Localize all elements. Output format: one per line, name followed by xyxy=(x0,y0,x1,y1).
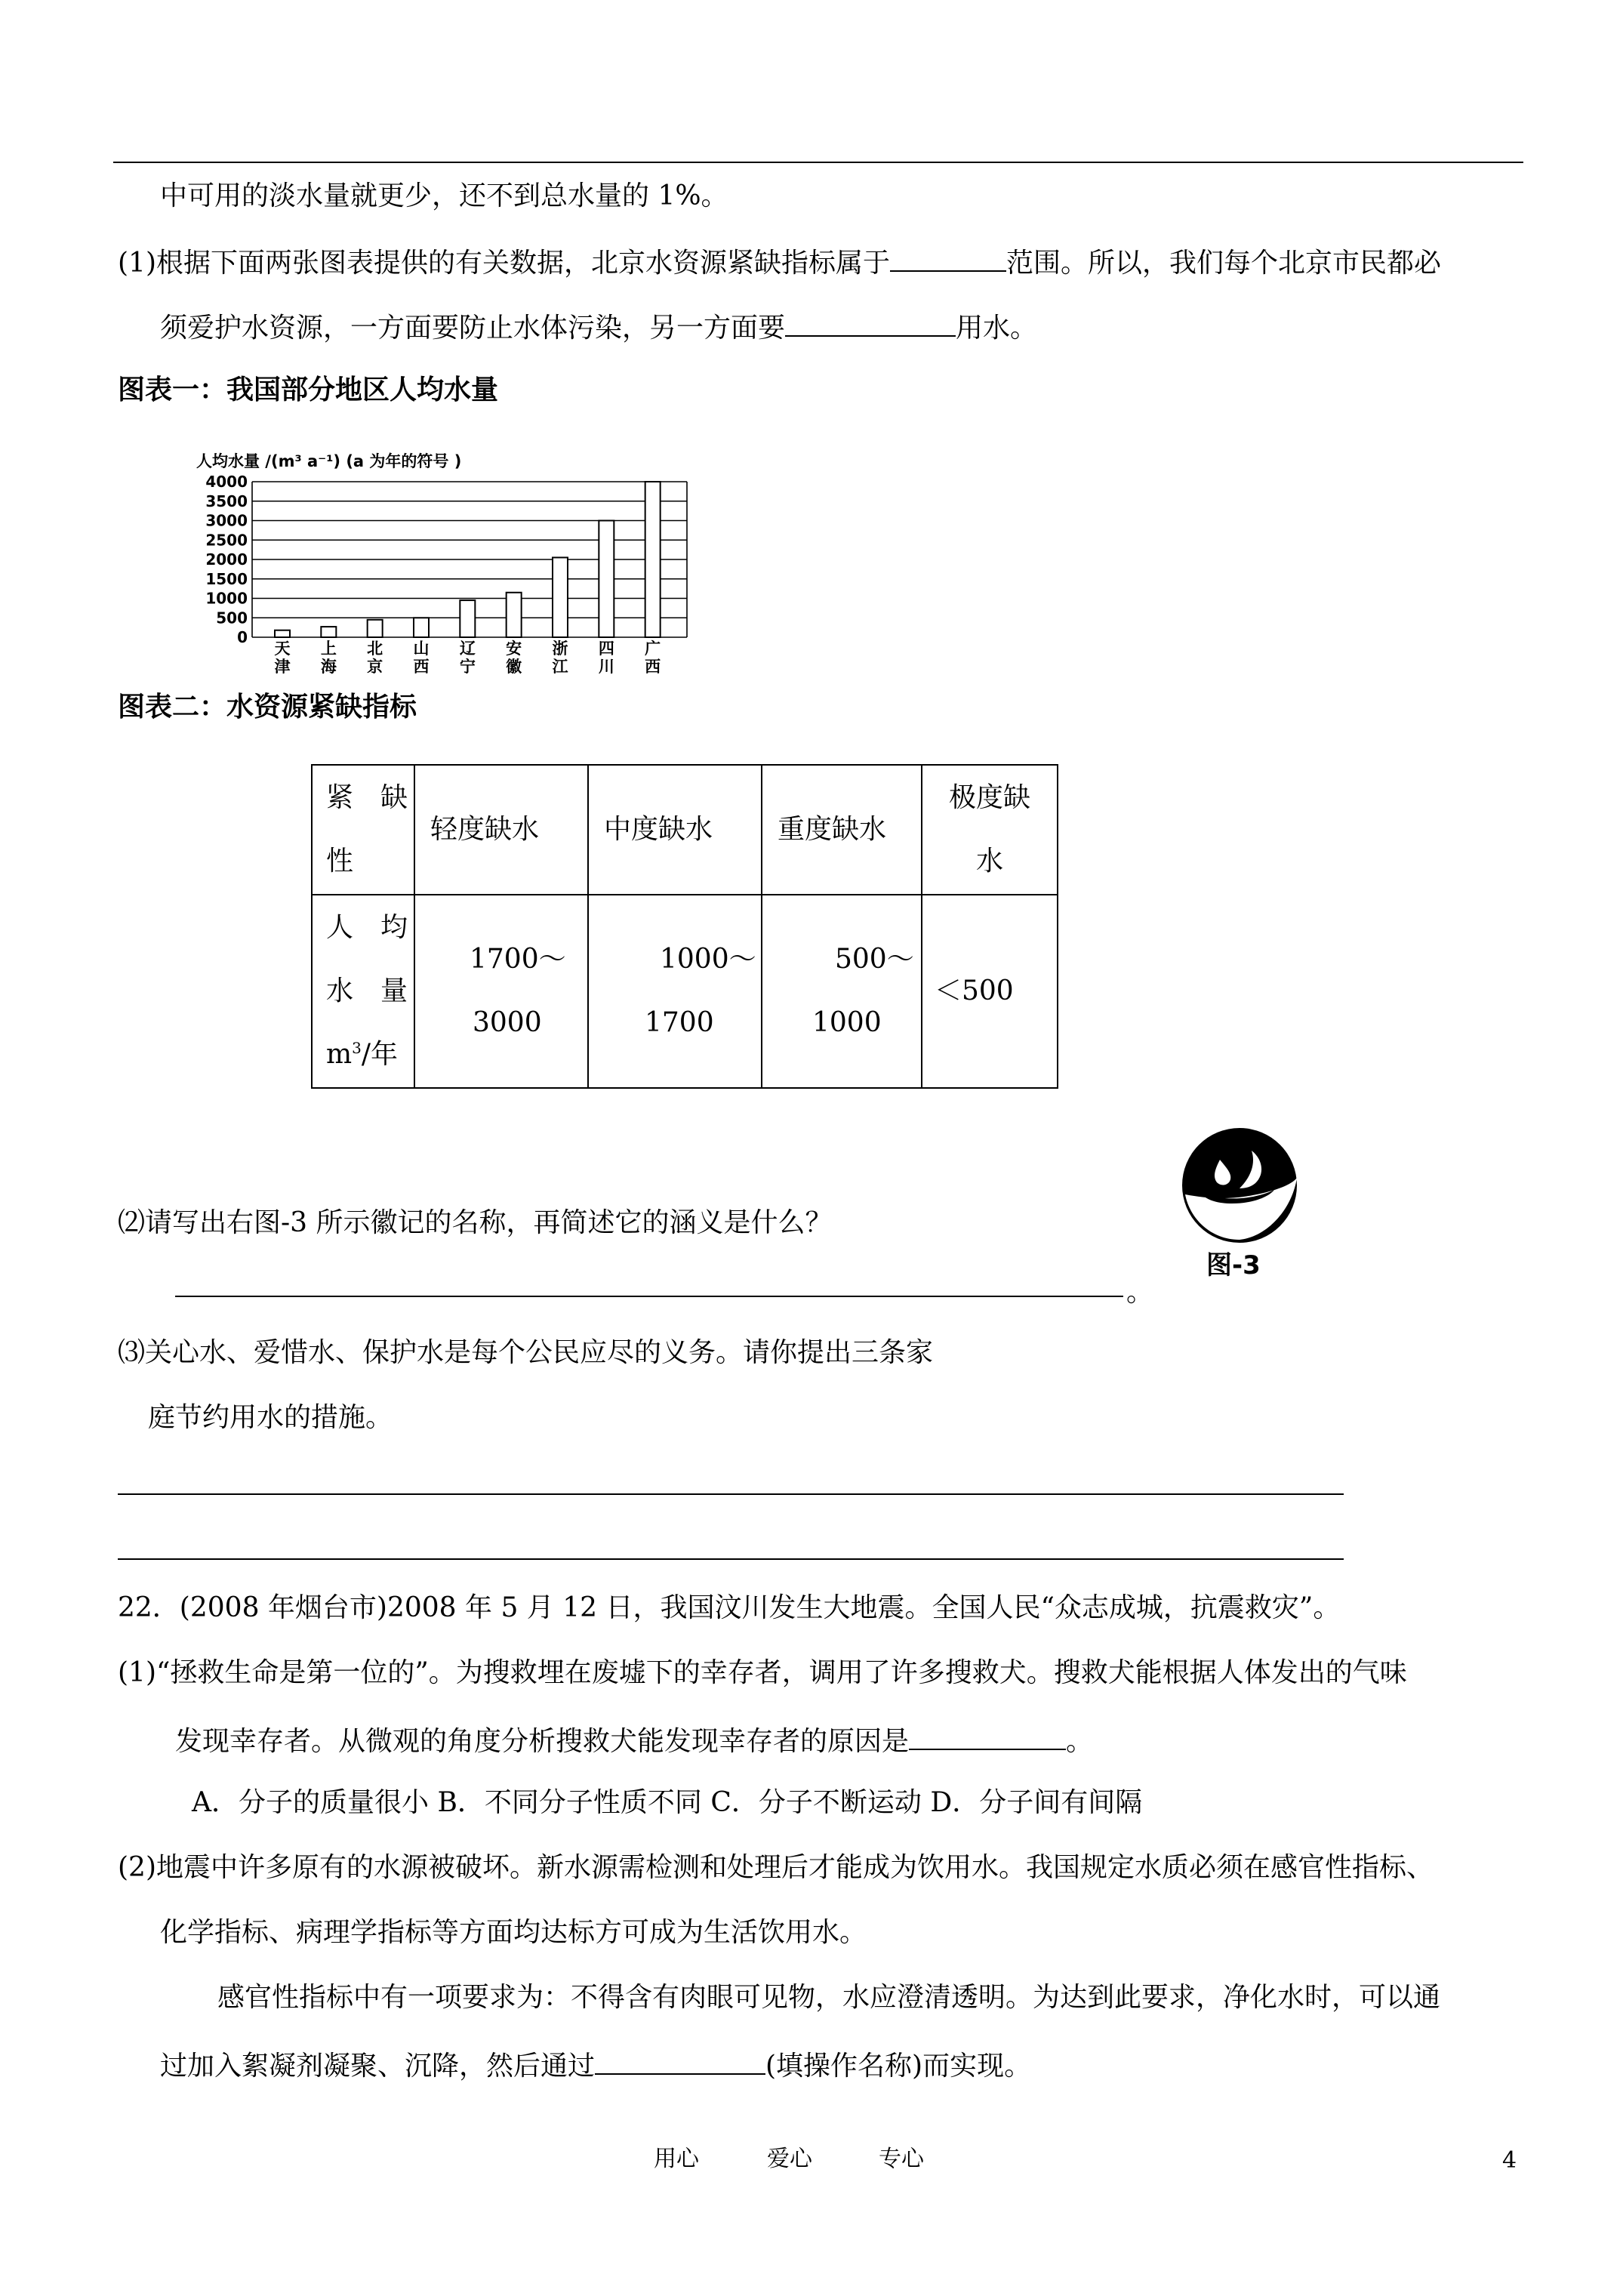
chart-bar xyxy=(368,620,383,637)
chart-x-tick-label: 津 xyxy=(274,658,291,676)
table-cell-severe xyxy=(762,895,922,1088)
chart-title: 人均水量 /(m³ a⁻¹) (a 为年的符号 ) xyxy=(196,452,462,470)
answer-line-3a[interactable] xyxy=(118,1493,1344,1495)
table-header-severe-text: 重度缺水 xyxy=(778,814,887,845)
chart-x-tick-label: 西 xyxy=(645,658,661,676)
table-cell-moderate-line-2: 1700 xyxy=(645,1007,714,1038)
footer-word-1: 用心 xyxy=(654,2146,699,2172)
chart-y-ticks xyxy=(205,473,248,646)
table-cell-mild-line-1: 1700～ xyxy=(470,944,566,975)
table-header-label-cell xyxy=(312,765,414,895)
table-row-label-cell xyxy=(312,895,414,1088)
chart-y-tick-label: 1000 xyxy=(205,589,248,608)
table-header-extreme-line-2: 水 xyxy=(975,846,1003,877)
table-cell-moderate-line-1: 1000～ xyxy=(660,944,756,975)
table-row-label-line-1: 人 均 xyxy=(326,912,408,943)
figure-3-caption: 图-3 xyxy=(1206,1250,1261,1281)
table-header-row xyxy=(312,765,1058,895)
table-header-label-line-1: 紧 缺 xyxy=(326,782,408,813)
chart-x-tick-label: 西 xyxy=(413,658,430,676)
question-22-1-options: A．分子的质量很小 B．不同分子性质不同 C．分子不断运动 D．分子间有间隔 xyxy=(192,1787,1143,1818)
table-header-moderate-text: 中度缺水 xyxy=(604,814,713,845)
chart-bar xyxy=(460,600,475,637)
answer-blank-operation[interactable] xyxy=(595,2046,765,2075)
chart-x-tick-label: 京 xyxy=(367,658,383,676)
table-header-mild xyxy=(414,765,588,895)
question-22-2-line-1: (2)地震中许多原有的水源被破坏。新水源需检测和处理后才能成为饮用水。我国规定水质必须在感官性指标、 xyxy=(118,1852,1434,1883)
question-1-text-c: 须爱护水资源，一方面要防止水体污染，另一方面要 xyxy=(160,313,786,344)
table-row-label-line-2: 水 量 xyxy=(326,975,408,1006)
chart-y-tick-label: 3500 xyxy=(205,492,248,510)
page-number: 4 xyxy=(1502,2147,1517,2174)
chart-bar xyxy=(553,557,568,637)
table-cell-severe-line-1: 500～ xyxy=(835,944,914,975)
chart-x-tick-label: 上 xyxy=(320,639,337,658)
chart-y-tick-label: 2000 xyxy=(205,550,248,569)
water-saving-emblem-icon xyxy=(1179,1125,1300,1246)
chart-y-tick-label: 1500 xyxy=(205,569,248,588)
answer-blank-reason[interactable] xyxy=(909,1721,1066,1750)
header-rule xyxy=(113,162,1523,163)
water-scarcity-table xyxy=(311,764,1058,1089)
table-header-label-line-2: 性 xyxy=(326,846,354,877)
question-1-text-b: 范围。所以，我们每个北京市民都必 xyxy=(1006,248,1442,279)
chart-x-tick-label: 辽 xyxy=(459,639,476,658)
answer-blank-scarcity-range[interactable] xyxy=(890,243,1006,272)
question-2-end: 。 xyxy=(1126,1277,1154,1308)
chart-bar xyxy=(645,482,661,637)
chart-x-tick-label: 四 xyxy=(598,639,614,658)
chart-x-tick-label: 江 xyxy=(552,658,568,676)
chart-x-labels xyxy=(275,639,661,676)
chart-x-tick-label: 海 xyxy=(320,658,337,676)
chart-x-tick-label: 北 xyxy=(367,639,383,658)
question-22-2-line-2: 化学指标、病理学指标等方面均达标方可成为生活饮用水。 xyxy=(160,1917,867,1948)
table-cell-mild xyxy=(414,895,588,1088)
question-2-text: ⑵请写出右图-3 所示徽记的名称，再简述它的涵义是什么？ xyxy=(118,1207,833,1238)
question-22-1-text-a: 发现幸存者。从微观的角度分析搜救犬能发现幸存者的原因是 xyxy=(175,1726,910,1757)
answer-line-3b[interactable] xyxy=(118,1558,1344,1560)
chart-y-tick-label: 500 xyxy=(216,609,248,627)
question-22-1-line-2 xyxy=(175,1721,1093,1758)
chart-1-title: 图表一：我国部分地区人均水量 xyxy=(118,374,499,405)
question-22-1-text-b: 。 xyxy=(1066,1726,1094,1757)
question-22-intro: 22．(2008 年烟台市)2008 年 5 月 12 日，我国汶川发生大地震。全国人民“众志成城，抗震救灾”。 xyxy=(118,1592,1341,1623)
chart-bar xyxy=(507,593,522,637)
table-header-severe xyxy=(762,765,922,895)
chart-y-tick-label: 3000 xyxy=(205,511,248,530)
table-cell-extreme-text: ＜500 xyxy=(935,975,1014,1006)
question-22-2-text-b: (填操作名称)而实现。 xyxy=(765,2051,1032,2082)
table-row-unit-per-year: /年 xyxy=(361,1039,399,1070)
water-per-capita-bar-chart xyxy=(189,442,702,684)
table-cell-extreme xyxy=(922,895,1058,1088)
chart-bar xyxy=(321,627,336,637)
chart-x-tick-label: 天 xyxy=(274,639,291,658)
table-row-unit-m: m xyxy=(326,1039,353,1070)
table-cell-mild-line-2: 3000 xyxy=(473,1007,542,1038)
table-cell-moderate xyxy=(588,895,762,1088)
question-1-line-1 xyxy=(118,243,1441,280)
table-header-mild-text: 轻度缺水 xyxy=(430,814,540,845)
chart-x-tick-label: 宁 xyxy=(459,658,476,676)
table-header-extreme-line-1: 极度缺 xyxy=(948,782,1030,813)
question-1-line-2 xyxy=(160,308,1037,345)
chart-2-title: 图表二：水资源紧缺指标 xyxy=(118,691,417,723)
chart-bar xyxy=(599,521,614,638)
text-line-1: 中可用的淡水量就更少，还不到总水量的 1%。 xyxy=(160,180,728,211)
table-data-row xyxy=(312,895,1058,1088)
chart-y-tick-label: 2500 xyxy=(205,531,248,550)
question-22-2-line-4 xyxy=(160,2046,1031,2083)
question-22-2-text-a: 过加入絮凝剂凝聚、沉降，然后通过 xyxy=(160,2051,596,2082)
chart-x-tick-label: 山 xyxy=(413,639,430,658)
question-3-line-2: 庭节约用水的措施。 xyxy=(148,1402,393,1433)
chart-bar xyxy=(275,630,290,637)
chart-x-tick-label: 安 xyxy=(506,639,522,658)
chart-bar xyxy=(414,618,429,637)
chart-x-tick-label: 广 xyxy=(645,639,661,658)
table-cell-severe-line-2: 1000 xyxy=(812,1007,882,1038)
question-3-line-1: ⑶关心水、爱惜水、保护水是每个公民应尽的义务。请你提出三条家 xyxy=(118,1337,934,1368)
question-1-text-a: (1)根据下面两张图表提供的有关数据，北京水资源紧缺指标属于 xyxy=(118,248,890,279)
table-header-extreme xyxy=(922,765,1058,895)
answer-blank-water-use[interactable] xyxy=(785,308,956,337)
chart-x-tick-label: 徽 xyxy=(506,658,522,676)
answer-line-emblem[interactable] xyxy=(175,1296,1123,1297)
chart-y-tick-label: 0 xyxy=(237,628,248,646)
table-row-unit-sup: 3 xyxy=(352,1039,362,1057)
question-22-1-line-1: (1)“拯救生命是第一位的”。为搜救埋在废墟下的幸存者，调用了许多搜救犬。搜救犬能根据人体发出的气味 xyxy=(118,1657,1407,1688)
chart-x-tick-label: 浙 xyxy=(552,639,568,658)
chart-x-tick-label: 川 xyxy=(598,658,614,676)
table-row-unit xyxy=(326,1038,414,1071)
footer-word-2: 爱心 xyxy=(767,2146,812,2172)
chart-y-tick-label: 4000 xyxy=(205,473,248,491)
table-header-moderate xyxy=(588,765,762,895)
footer-word-3: 专心 xyxy=(879,2146,924,2172)
question-22-2-line-3: 感官性指标中有一项要求为：不得含有肉眼可见物，水应澄清透明。为达到此要求，净化水时，可以通 xyxy=(217,1982,1441,2013)
question-1-text-d: 用水。 xyxy=(956,313,1038,344)
